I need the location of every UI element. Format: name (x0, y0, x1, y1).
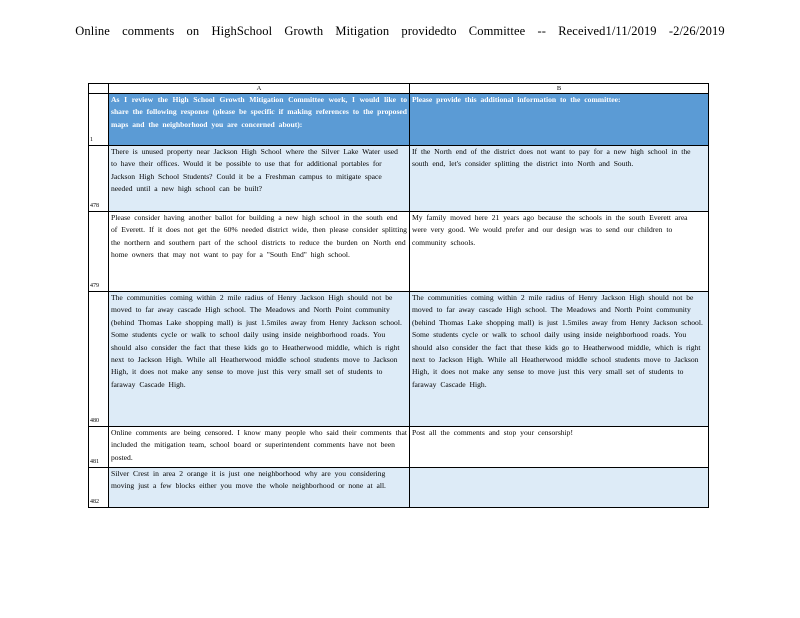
row-number[interactable]: 1 (89, 94, 109, 146)
cell-b[interactable] (410, 292, 709, 427)
table-row (89, 292, 709, 427)
page-title: Online comments on HighSchool Growth Mitigation providedto Committee -- Received1/11/2019 -2/26/2019 (75, 24, 725, 38)
cell-text: Post all the comments and stop your censorship! (412, 428, 574, 437)
table-row (89, 427, 709, 468)
cell-b[interactable] (410, 94, 709, 146)
cell-a[interactable] (109, 292, 410, 427)
cell-text: Silver Crest in area 2 orange it is just one neighborhood why are you considering moving just a few blocks either you move the whole neighborhood or none at all. (111, 469, 386, 491)
column-header-b[interactable]: B (410, 84, 709, 94)
comments-table (88, 83, 709, 508)
table-row (89, 94, 709, 146)
row-number[interactable]: 480 (89, 292, 109, 427)
cell-text: Please consider having another ballot for building a new high school in the south end of Everett. If it does not get the 60% needed district wide, then please consider splitting the northern and southern part of the school districts to reduce the burden on North end home owners that may not want to pay for a "South End" high school. (111, 213, 407, 260)
cell-b[interactable] (410, 468, 709, 508)
table-row (89, 212, 709, 292)
column-header-a[interactable]: A (109, 84, 410, 94)
cell-a[interactable] (109, 94, 410, 146)
cell-a[interactable] (109, 427, 410, 468)
cell-a[interactable] (109, 146, 410, 212)
cell-text: If the North end of the district does not want to pay for a new high school in the south end, let's consider splitting the district into North and South. (412, 147, 691, 169)
cell-b[interactable] (410, 146, 709, 212)
cell-text: There is unused property near Jackson High School where the Silver Lake Water used to have their offices. Would it be possible to use that for additional portables for Jackson High School Students? Could it be a Freshman campus to mitigate space needed until a new high school can be built? (111, 147, 398, 194)
corner-cell (89, 84, 109, 94)
cell-a[interactable] (109, 468, 410, 508)
cell-text: The communities coming within 2 mile radius of Henry Jackson High should not be moved to far away cascade High school. The Meadows and North Point community (behind Thomas Lake shopping mall) is just 1.5miles away from Henry Jackson school. Some students cycle or walk to school daily using inside neighborhood roads. You should also consider the fact that these kids go to Heatherwood middle, which is right next to Jackson High. While all Heatherwood middle school students move to Jackson High, it does not make any sense to move just this very small set of students to faraway Cascade High. (111, 293, 402, 389)
column-header-row (89, 84, 709, 94)
table-row (89, 146, 709, 212)
row-number[interactable]: 481 (89, 427, 109, 468)
row-number[interactable]: 478 (89, 146, 109, 212)
cell-a[interactable] (109, 212, 410, 292)
row-number[interactable]: 479 (89, 212, 109, 292)
cell-b[interactable] (410, 212, 709, 292)
cell-b[interactable] (410, 427, 709, 468)
cell-text: The communities coming within 2 mile radius of Henry Jackson High should not be moved to far away cascade High school. The Meadows and North Point community (behind Thomas Lake shopping mall) is just 1.5miles away from Henry Jackson school. Some students cycle or walk to school daily using inside neighborhood roads. You should also consider the fact that these kids go to Heatherwood middle, which is right next to Jackson High. While all Heatherwood middle school students move to Jackson High, it does not make any sense to move just this very small set of students to faraway Cascade High. (412, 293, 703, 389)
row-number[interactable]: 482 (89, 468, 109, 508)
cell-text: Online comments are being censored. I know many people who said their comments that included the mitigation team, school board or superintendent comments have not been posted. (111, 428, 407, 462)
cell-text: My family moved here 21 years ago because the schools in the south Everett area were very good. We would prefer and our design was to send our children to community schools. (412, 213, 688, 247)
cell-text: Please provide this additional information to the committee: (412, 95, 621, 104)
cell-text: As I review the High School Growth Mitigation Committee work, I would like to share the following response (please be specific if making references to the proposed maps and the neighborhood you are concerned about): (111, 95, 407, 129)
table-row (89, 468, 709, 508)
